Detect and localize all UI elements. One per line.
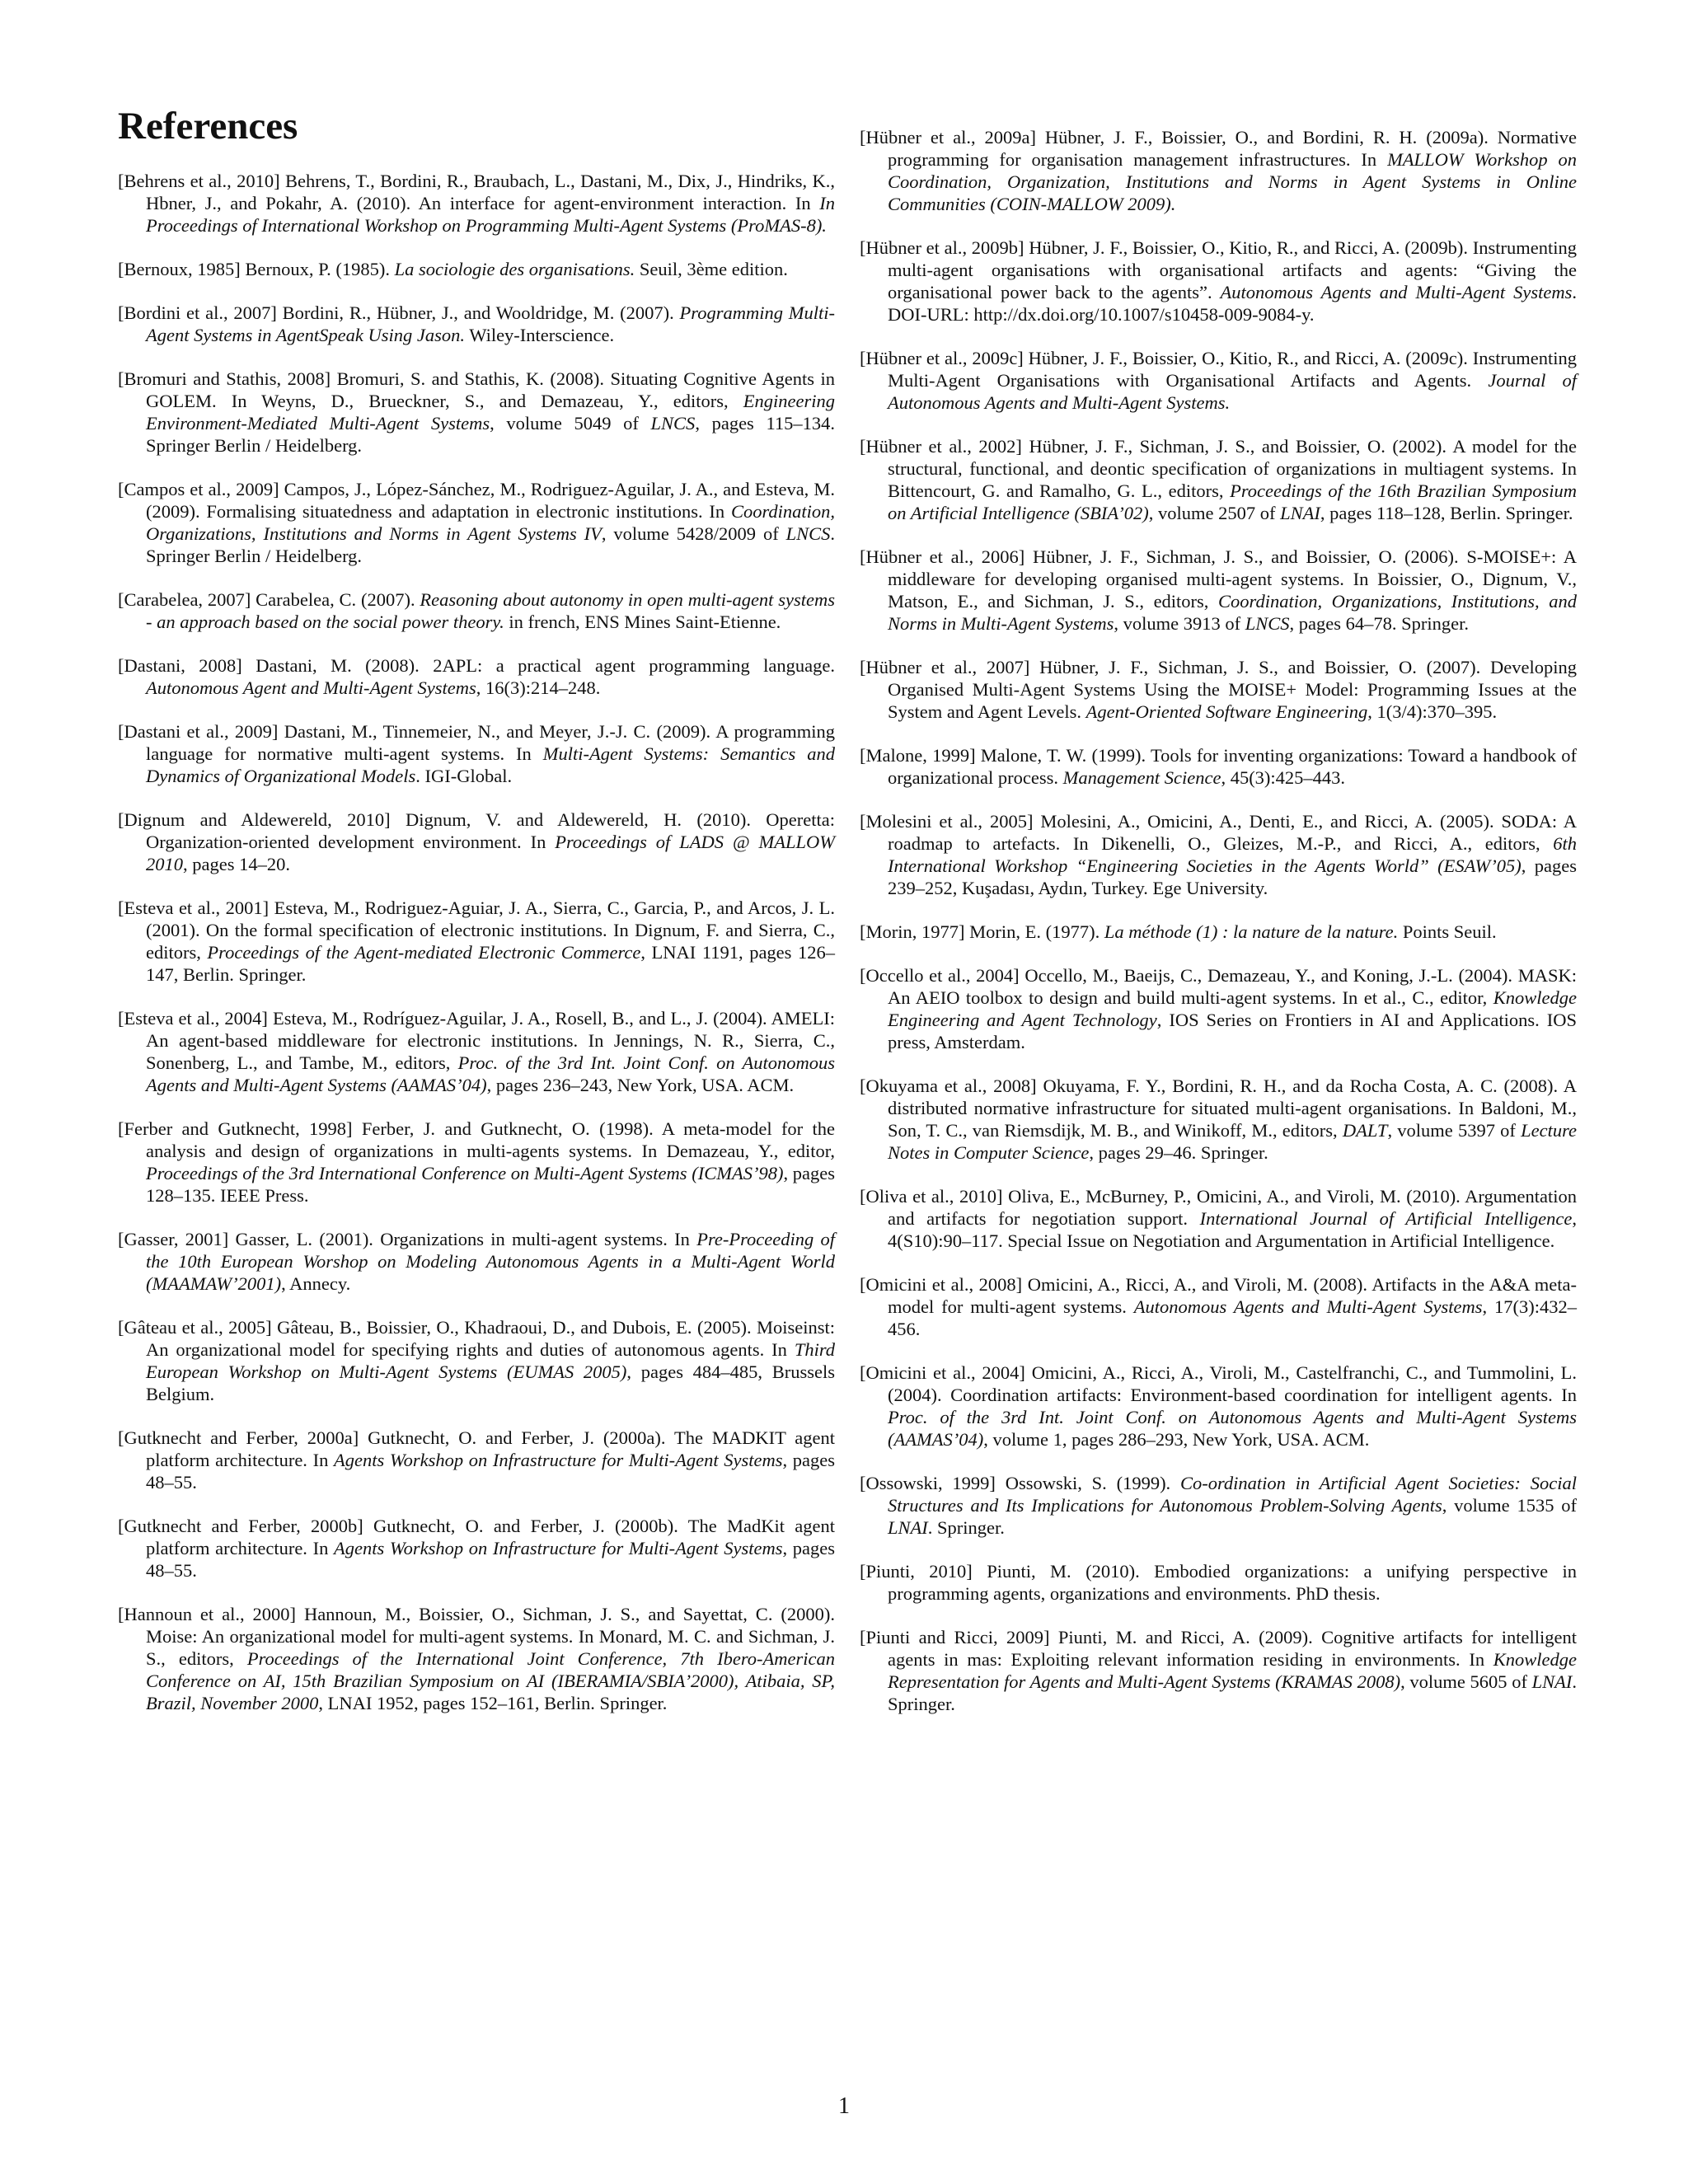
reference-entry: [118, 1228, 835, 1295]
reference-text: [Molesini et al., 2005] Molesini, A., Omicini, A., Denti, E., and Ricci, A. (2005). SODA: A roadmap to artefacts. In Dikenelli, O., Gleizes, M.-P., and Ricci, A., editors,: [860, 811, 1577, 854]
reference-text: [Bordini et al., 2007] Bordini, R., Hübner, J., and Wooldridge, M. (2007).: [118, 302, 680, 323]
reference-text: [Piunti and Ricci, 2009] Piunti, M. and Ricci, A. (2009). Cognitive artifacts for intelligent agents in mas: Exploiting relevant information residing in environments. In: [860, 1627, 1577, 1670]
reference-text: . Springer Berlin / Heidelberg.: [146, 523, 835, 566]
reference-entry: [860, 1185, 1577, 1252]
reference-text: [Gasser, 2001] Gasser, L. (2001). Organizations in multi-agent systems. In: [118, 1229, 697, 1249]
references-left-column: [118, 170, 835, 1714]
reference-title-text: Proceedings of LADS @ MALLOW 2010: [146, 832, 835, 874]
reference-title-text: LNCS: [1245, 613, 1290, 634]
reference-title-text: DALT: [1342, 1120, 1388, 1141]
reference-title-text: La méthode (1) : la nature de la nature.: [1104, 921, 1399, 942]
reference-title-text: Engineering Environment-Mediated Multi-Agent Systems: [146, 391, 835, 434]
reference-entry: [860, 435, 1577, 524]
reference-title-text: Proceedings of the International Joint Conference, 7th Ibero-American Conference on AI, 15th Brazilian Symposium on AI (IBERAMIA/SBIA’2000), Atibaia, SP, Brazil, November 2000: [146, 1648, 835, 1713]
reference-text: , pages 115–134. Springer Berlin / Heidelberg.: [146, 413, 835, 456]
reference-entry: [860, 1273, 1577, 1340]
reference-text: [Behrens et al., 2010] Behrens, T., Bordini, R., Braubach, L., Dastani, M., Dix, J., Hindriks, K., Hbner, J., and Pokahr, A. (2010). An interface for agent-environment interaction. In: [118, 171, 835, 213]
reference-text: [Malone, 1999] Malone, T. W. (1999). Tools for inventing organizations: Toward a handbook of organizational process.: [860, 745, 1577, 788]
reference-entry: [118, 258, 835, 280]
reference-text: , 16(3):214–248.: [476, 677, 601, 698]
reference-text: [Hannoun et al., 2000] Hannoun, M., Boissier, O., Sichman, J. S., and Sayettat, C. (2000). Moise: An organizational model for multi-agent systems. In Monard, M. C. and Sichman, J. S., editors,: [118, 1604, 835, 1669]
reference-title-text: LNAI: [1531, 1671, 1573, 1692]
reference-title-text: Autonomous Agents and Multi-Agent Systems: [1133, 1296, 1483, 1317]
reference-entry: [118, 1316, 835, 1405]
reference-text: [Hübner et al., 2009a] Hübner, J. F., Boissier, O., and Bordini, R. H. (2009a). Normative programming for organisation management infrastructures. In: [860, 127, 1577, 170]
reference-text: [Hübner et al., 2009b] Hübner, J. F., Boissier, O., Kitio, R., and Ricci, A. (2009b). Instrumenting multi-agent organisations with organisational artifacts and agents: “Giving the organisational power back to the agents”.: [860, 237, 1577, 302]
reference-text: , 17(3):432–456.: [888, 1296, 1577, 1339]
reference-entry: [118, 1515, 835, 1582]
reference-entry: [860, 1075, 1577, 1164]
reference-text: [Omicini et al., 2008] Omicini, A., Ricci, A., and Viroli, M. (2008). Artifacts in the A&A meta-model for multi-agent systems.: [860, 1274, 1577, 1317]
reference-title-text: Proc. of the 3rd Int. Joint Conf. on Autonomous Agents and Multi-Agent Systems (AAMAS’04): [888, 1407, 1577, 1450]
reference-text: , volume 1, pages 286–293, New York, USA. ACM.: [983, 1429, 1370, 1450]
reference-text: , pages 484–485, Brussels Belgium.: [146, 1361, 835, 1404]
reference-title-text: In Proceedings of International Workshop on Programming Multi-Agent Systems (ProMAS-8).: [146, 193, 835, 236]
reference-entry: [860, 347, 1577, 414]
reference-entry: [118, 808, 835, 875]
reference-text: [Gâteau et al., 2005] Gâteau, B., Boissier, O., Khadraoui, D., and Dubois, E. (2005). Moiseinst: An organizational model for specifying rights and duties of autonomous agents. In: [118, 1317, 835, 1360]
reference-text: , 1(3/4):370–395.: [1367, 701, 1498, 722]
reference-entry: [860, 1626, 1577, 1715]
reference-title-text: International Journal of Artificial Intelligence: [1199, 1208, 1573, 1229]
reference-title-text: Lecture Notes in Computer Science: [888, 1120, 1578, 1163]
reference-title-text: Agent-Oriented Software Engineering: [1085, 701, 1368, 722]
reference-title-text: Agents Workshop on Infrastructure for Multi-Agent Systems: [334, 1450, 783, 1470]
reference-title-text: Coordination, Organizations, Institutions, and Norms in Multi-Agent Systems: [888, 591, 1577, 634]
reference-title-text: La sociologie des organisations.: [394, 259, 635, 279]
reference-title-text: Proceedings of the 3rd International Conference on Multi-Agent Systems (ICMAS’98): [146, 1163, 784, 1183]
reference-text: , pages 48–55.: [146, 1450, 835, 1493]
reference-text: , LNAI 1952, pages 152–161, Berlin. Springer.: [318, 1693, 668, 1713]
reference-title-text: Knowledge Engineering and Agent Technology: [888, 987, 1577, 1030]
reference-text: , volume 3913 of: [1114, 613, 1245, 634]
references-heading: References: [118, 105, 298, 148]
reference-title-text: Journal of Autonomous Agents and Multi-Agent Systems.: [888, 370, 1577, 413]
reference-entry: [860, 810, 1577, 899]
reference-text: in french, ENS Mines Saint-Etienne.: [504, 612, 781, 632]
reference-text: , volume 1535 of: [1442, 1495, 1577, 1516]
reference-title-text: Proceedings of the Agent-mediated Electronic Commerce: [207, 942, 641, 963]
reference-text: , volume 5049 of: [490, 413, 651, 434]
reference-text: [Hübner et al., 2007] Hübner, J. F., Sichman, J. S., and Boissier, O. (2007). Developing Organised Multi-Agent Systems Using the MOISE+ Model: Programming Issues at the System and Agent Levels.: [860, 657, 1577, 722]
reference-text: [Ferber and Gutknecht, 1998] Ferber, J. and Gutknecht, O. (1998). A meta-model for the analysis and design of organizations in multi-agents systems. In Demazeau, Y., editor,: [118, 1118, 835, 1161]
reference-text: , 4(S10):90–117. Special Issue on Negotiation and Argumentation in Artificial Intelligence.: [888, 1208, 1577, 1251]
reference-text: , LNAI 1191, pages 126–147, Berlin. Springer.: [146, 942, 835, 985]
reference-entry: [860, 921, 1577, 943]
reference-entry: [860, 126, 1577, 215]
reference-title-text: LNAI: [1280, 503, 1320, 523]
reference-text: , pages 14–20.: [183, 854, 290, 874]
reference-text: , Annecy.: [281, 1273, 351, 1294]
reference-text: , pages 118–128, Berlin. Springer.: [1320, 503, 1573, 523]
reference-text: . Springer.: [927, 1517, 1005, 1538]
reference-title-text: LNAI: [888, 1517, 928, 1538]
reference-entry: [860, 744, 1577, 789]
reference-text: , volume 5428/2009 of: [601, 523, 786, 544]
reference-text: , pages 239–252, Kuşadası, Aydın, Turkey. Ege University.: [888, 855, 1577, 898]
reference-text: , pages 29–46. Springer.: [1089, 1142, 1268, 1163]
reference-text: [Esteva et al., 2004] Esteva, M., Rodríguez-Aguilar, J. A., Rosell, B., and L., J. (2004). AMELI: An agent-based middleware for electronic institutions. In Jennings, N. R., Sierra, C., Sonenberg, L., and Tambe, M., editors,: [118, 1008, 835, 1073]
reference-text: [Morin, 1977] Morin, E. (1977).: [860, 921, 1104, 942]
reference-entry: [860, 1361, 1577, 1451]
reference-text: [Ossowski, 1999] Ossowski, S. (1999).: [860, 1473, 1180, 1493]
reference-text: [Piunti, 2010] Piunti, M. (2010). Embodied organizations: a unifying perspective in programming agents, organizations and environments. PhD thesis.: [860, 1561, 1577, 1604]
reference-text: , pages 48–55.: [146, 1538, 835, 1581]
reference-title-text: Coordination, Organizations, Institutions and Norms in Agent Systems IV: [146, 501, 835, 544]
reference-entry: [118, 588, 835, 633]
reference-text: [Dastani, 2008] Dastani, M. (2008). 2APL: a practical agent programming language.: [118, 655, 835, 676]
reference-text: . DOI-URL: http://dx.doi.org/10.1007/s10458-009-9084-y.: [888, 282, 1577, 325]
reference-entry: [860, 964, 1577, 1053]
reference-entry: [860, 237, 1577, 326]
reference-entry: [860, 656, 1577, 723]
reference-title-text: Programming Multi-Agent Systems in AgentSpeak Using Jason.: [146, 302, 835, 345]
reference-title-text: LNCS: [650, 413, 696, 434]
reference-text: [Hübner et al., 2002] Hübner, J. F., Sichman, J. S., and Boissier, O. (2002). A model for the structural, functional, and deontic specification of organizations in multiagent systems. In Bittencourt, G. and Ramalho, G. L., editors,: [860, 436, 1577, 501]
reference-text: . Springer.: [888, 1671, 1577, 1714]
reference-entry: [118, 897, 835, 986]
reference-title-text: LNCS: [785, 523, 831, 544]
reference-text: , pages 64–78. Springer.: [1289, 613, 1469, 634]
reference-text: [Gutknecht and Ferber, 2000a] Gutknecht, O. and Ferber, J. (2000a). The MADKIT agent platform architecture. In: [118, 1427, 835, 1470]
reference-text: [Hübner et al., 2006] Hübner, J. F., Sichman, J. S., and Boissier, O. (2006). S-MOISE+: A middleware for developing organised multi-agent systems. In Boissier, O., Dignum, V., Matson, E., and Sichman, J. S., editors,: [860, 546, 1577, 612]
reference-title-text: Agents Workshop on Infrastructure for Multi-Agent Systems: [334, 1538, 783, 1558]
reference-title-text: 6th International Workshop “Engineering Societies in the Agents World” (ESAW’05): [888, 833, 1577, 876]
reference-title-text: Autonomous Agents and Multi-Agent Systems: [1220, 282, 1573, 302]
reference-title-text: Management Science: [1062, 767, 1221, 788]
reference-text: [Hübner et al., 2009c] Hübner, J. F., Boissier, O., Kitio, R., and Ricci, A. (2009c). Instrumenting Multi-Agent Organisations with Organisational Artifacts and Agents.: [860, 348, 1577, 391]
reference-entry: [118, 302, 835, 346]
reference-title-text: Knowledge Representation for Agents and Multi-Agent Systems (KRAMAS 2008): [888, 1649, 1577, 1692]
reference-entry: [118, 1603, 835, 1714]
reference-entry: [118, 478, 835, 567]
reference-entry: [118, 654, 835, 699]
reference-entry: [118, 1427, 835, 1493]
reference-text: , IOS Series on Frontiers in AI and Applications. IOS press, Amsterdam.: [888, 1010, 1577, 1052]
reference-text: . IGI-Global.: [415, 766, 513, 786]
reference-text: , 45(3):425–443.: [1221, 767, 1346, 788]
reference-text: [Dastani et al., 2009] Dastani, M., Tinnemeier, N., and Meyer, J.-J. C. (2009). A programming language for normative multi-agent systems. In: [118, 721, 835, 764]
reference-entry: [118, 1118, 835, 1207]
reference-entry: [118, 170, 835, 237]
reference-text: [Campos et al., 2009] Campos, J., López-Sánchez, M., Rodriguez-Aguilar, J. A., and Esteva, M. (2009). Formalising situatedness and adaptation in electronic institutions. In: [118, 479, 835, 522]
reference-text: [Okuyama et al., 2008] Okuyama, F. Y., Bordini, R. H., and da Rocha Costa, A. C. (2008). A distributed normative infrastructure for situated multi-agent organisations. In Baldoni, M., Son, T. C., van Riemsdijk, M. B., and Winikoff, M., editors,: [860, 1076, 1577, 1141]
reference-text: [Bernoux, 1985] Bernoux, P. (1985).: [118, 259, 395, 279]
reference-text: [Dignum and Aldewereld, 2010] Dignum, V. and Aldewereld, H. (2010). Operetta: Organization-oriented development environment. In: [118, 809, 835, 852]
reference-entry: [118, 368, 835, 457]
reference-text: [Oliva et al., 2010] Oliva, E., McBurney, P., Omicini, A., and Viroli, M. (2010). Argumentation and artifacts for negotiation support.: [860, 1186, 1577, 1229]
reference-text: Wiley-Interscience.: [465, 325, 615, 345]
reference-title-text: Proc. of the 3rd Int. Joint Conf. on Autonomous Agents and Multi-Agent Systems (AAMAS’04): [146, 1052, 835, 1095]
reference-text: Points Seuil.: [1398, 921, 1497, 942]
reference-text: [Gutknecht and Ferber, 2000b] Gutknecht, O. and Ferber, J. (2000b). The MadKit agent platform architecture. In: [118, 1516, 835, 1558]
references-right-column: [860, 126, 1577, 1715]
reference-entry: [118, 1007, 835, 1096]
page-number: 1: [838, 2093, 850, 2119]
reference-text: , volume 5605 of: [1400, 1671, 1532, 1692]
reference-title-text: Pre-Proceeding of the 10th European Worshop on Modeling Autonomous Agents in a Multi-Agent World (MAAMAW’2001): [146, 1229, 835, 1294]
reference-text: [Bromuri and Stathis, 2008] Bromuri, S. and Stathis, K. (2008). Situating Cognitive Agents in GOLEM. In Weyns, D., Brueckner, S., and Demazeau, Y., editors,: [118, 368, 835, 411]
reference-entry: [118, 720, 835, 787]
reference-text: [Carabelea, 2007] Carabelea, C. (2007).: [118, 589, 420, 610]
reference-text: [Omicini et al., 2004] Omicini, A., Ricci, A., Viroli, M., Castelfranchi, C., and Tummolini, L. (2004). Coordination artifacts: Environment-based coordination for intelligent agents. In: [860, 1362, 1577, 1405]
reference-text: , volume 5397 of: [1387, 1120, 1522, 1141]
reference-entry: [860, 1560, 1577, 1605]
reference-text: , volume 2507 of: [1148, 503, 1281, 523]
reference-entry: [860, 546, 1577, 635]
reference-text: , pages 128–135. IEEE Press.: [146, 1163, 835, 1206]
reference-title-text: Multi-Agent Systems: Semantics and Dynamics of Organizational Models: [146, 743, 835, 786]
reference-text: Seuil, 3ème edition.: [635, 259, 788, 279]
reference-text: [Occello et al., 2004] Occello, M., Baeijs, C., Demazeau, Y., and Koning, J.-L. (2004). MASK: An AEIO toolbox to design and build multi-agent systems. In et al., C., editor,: [860, 965, 1577, 1008]
reference-title-text: Proceedings of the 16th Brazilian Symposium on Artificial Intelligence (SBIA’02): [888, 480, 1577, 523]
reference-text: [Esteva et al., 2001] Esteva, M., Rodriguez-Aguiar, J. A., Sierra, C., Garcia, P., and Arcos, J. L. (2001). On the formal specification of electronic institutions. In Dignum, F. and Sierra, C., editors,: [118, 898, 835, 963]
reference-title-text: Co-ordination in Artificial Agent Societies: Social Structures and Its Implications for Autonomous Problem-Solving Agents: [888, 1473, 1577, 1516]
reference-title-text: MALLOW Workshop on Coordination, Organization, Institutions and Norms in Agent Systems in Online Communities (COIN-MALLOW 2009).: [888, 149, 1577, 214]
reference-title-text: Autonomous Agent and Multi-Agent Systems: [146, 677, 476, 698]
reference-title-text: Third European Workshop on Multi-Agent Systems (EUMAS 2005): [146, 1339, 835, 1382]
reference-title-text: Reasoning about autonomy in open multi-agent systems - an approach based on the social power theory.: [146, 589, 835, 632]
reference-entry: [860, 1472, 1577, 1539]
reference-text: , pages 236–243, New York, USA. ACM.: [486, 1075, 795, 1095]
